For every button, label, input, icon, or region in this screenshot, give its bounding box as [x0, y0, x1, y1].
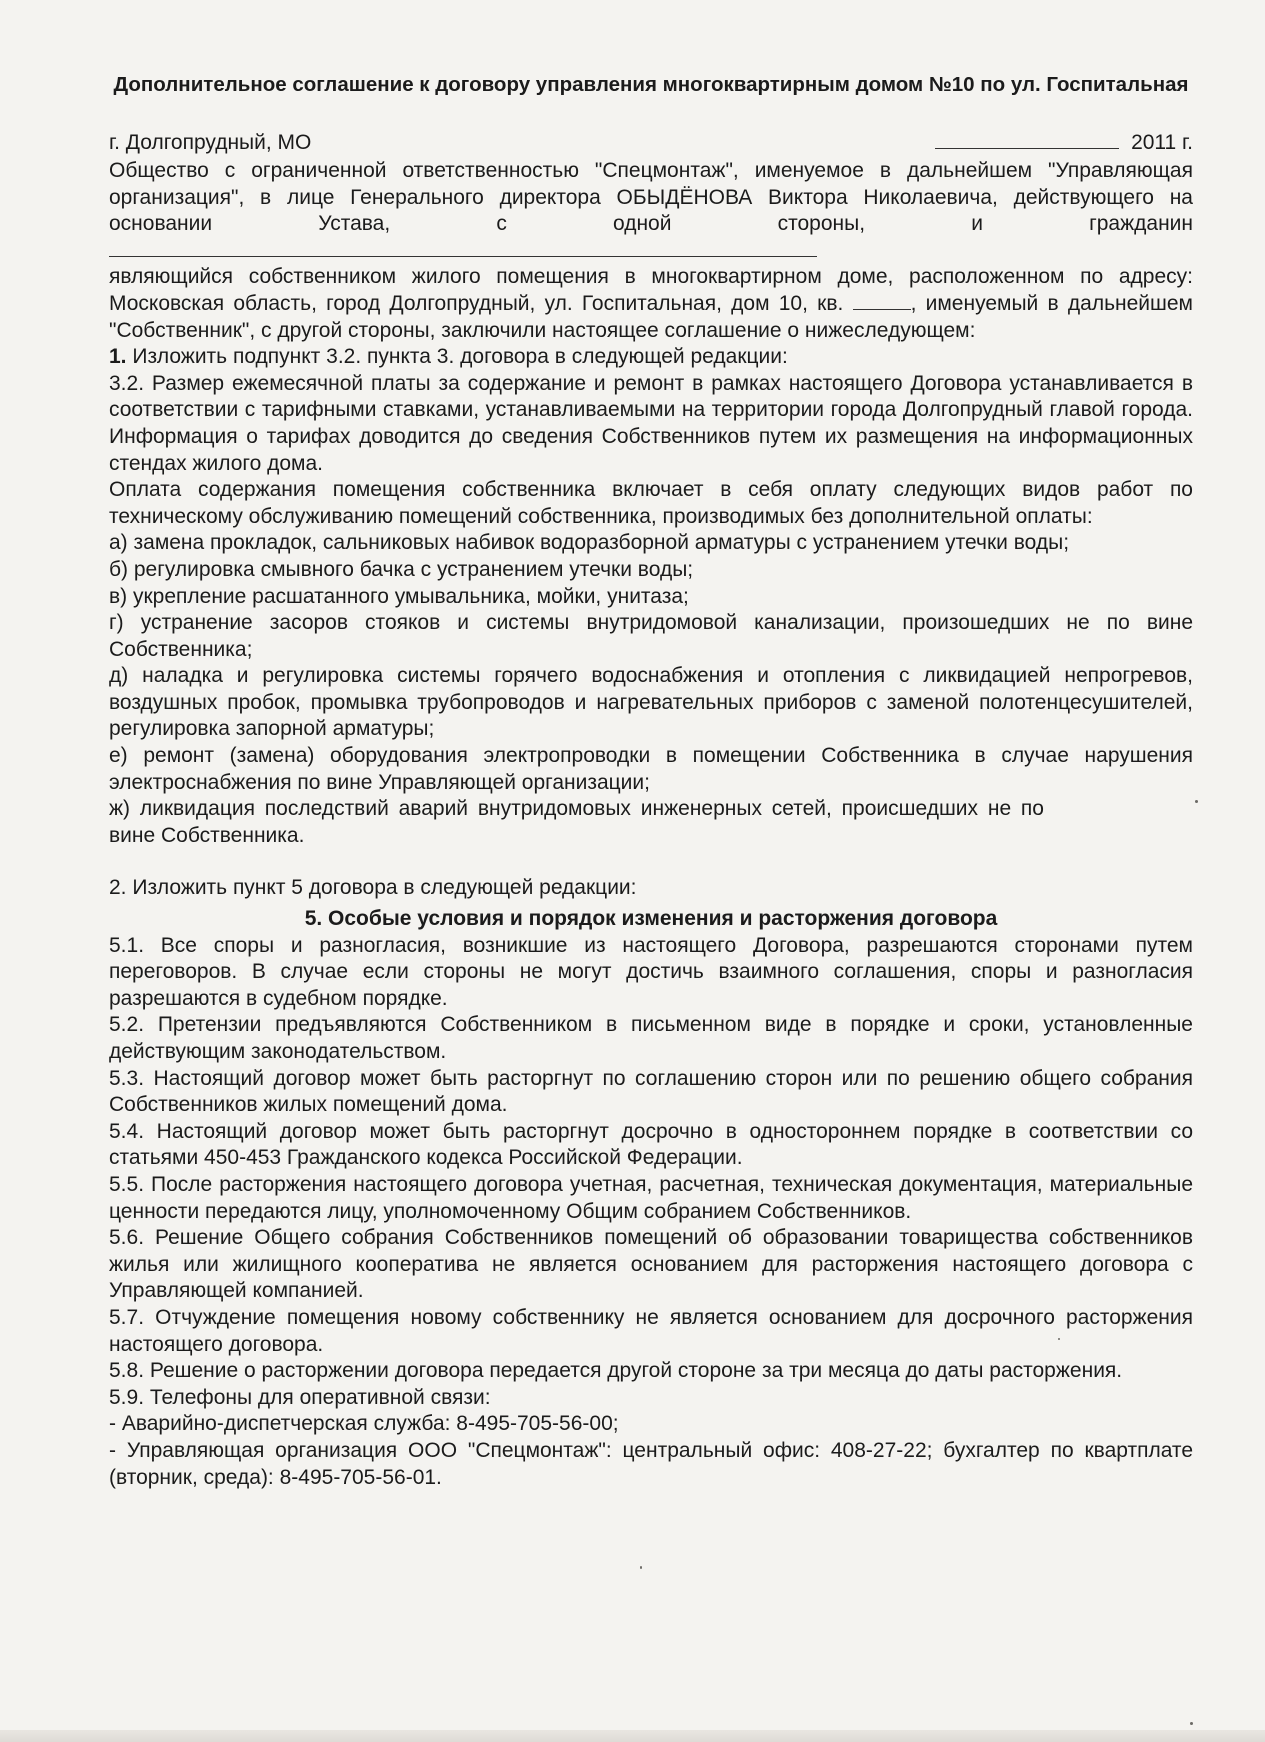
date: [935, 130, 1193, 157]
clause-3-2: 3.2. Размер ежемесячной платы за содержание и ремонт в рамках настоящего Договора устанавливается в соответствии с тарифными ставками, устанавливаемыми на территории города Долгопрудный главой города. Информация о тарифах доводится до сведения Собственников путем их размещения на информационных стендах жилого дома.: [109, 371, 1193, 475]
work-item: г) устранение засоров стояков и системы внутридомовой канализации, произошедших не по вине Собственника;: [109, 611, 1193, 661]
work-item: ж) ликвидация последствий аварий внутридомовых инженерных сетей, происшедших не по вине Собственника.: [109, 797, 1044, 847]
work-item: б) регулировка смывного бачка с устранением утечки воды;: [109, 557, 694, 581]
date-blank: [935, 130, 1119, 149]
section-5-title: 5. Особые условия и порядок изменения и расторжения договора: [304, 907, 998, 931]
clause-5-7: 5.7. Отчуждение помещения новому собственнику не является основанием для досрочного расторжения настоящего договора.: [109, 1305, 1193, 1356]
clause-5-2: 5.2. Претензии предъявляются Собственником в письменном виде в порядке и сроки, установленные действующим законодательством.: [109, 1013, 1193, 1063]
phone-management: - Управляющая организация ООО "Спецмонтаж": центральный офис: 408-27-22; бухгалтер по квартплате (вторник, среда): 8-495-705-56-01.: [109, 1438, 1193, 1489]
work-item: д) наладка и регулировка системы горячего водоснабжения и отопления с ликвидацией непрогревов, воздушных пробок, промывка трубопроводов и нагревательных приборов с заменой полотенцесушителей, регулировка запорной арматуры;: [109, 664, 1193, 741]
spacer: [109, 849, 1193, 875]
phone-emergency: - Аварийно-диспетчерская служба: 8-495-705-56-00;: [109, 1412, 619, 1436]
scan-speck: [1190, 1722, 1193, 1725]
citizen-name-blank: [109, 238, 817, 257]
item-1: [109, 344, 1193, 371]
parties-paragraph: [109, 158, 1193, 344]
document-body: [109, 158, 1193, 1491]
payment-paragraph: Оплата содержания помещения собственника включает в себя оплату следующих видов работ по техническому обслуживанию помещений собственника, производимых без дополнительной оплаты:: [109, 478, 1193, 528]
clause-5-1: 5.1. Все споры и разногласия, возникшие из настоящего Договора, разрешаются сторонами путем переговоров. В случае если стороны не могут достичь взаимного соглашения, споры и разногласия разрешаются в судебном порядке.: [109, 933, 1193, 1010]
clause-5-8: 5.8. Решение о расторжении договора передается другой стороне за три месяца до даты расторжения.: [109, 1359, 1123, 1383]
clause-5-4: 5.4. Настоящий договор может быть расторгнут досрочно в одностороннем порядке в соответствии со статьями 450-453 Гражданского кодекса Российской Федерации.: [109, 1119, 1193, 1170]
parties-part3: , именуемый в дальнейшем "Собственник", с другой стороны, заключили настоящее соглашение о нижеследующем:: [109, 291, 1193, 342]
work-item: в) укрепление расшатанного умывальника, мойки, унитаза;: [109, 584, 689, 608]
date-year: 2011 г.: [1131, 131, 1193, 154]
city: г. Долгопрудный, МО: [109, 131, 312, 154]
page-bottom-edge: [0, 1730, 1265, 1742]
clause-5-6: 5.6. Решение Общего собрания Собственников помещений об образовании товарищества собственников жилья или жилищного кооператива не является основанием для расторжения настоящего договора с Управляющей компанией.: [109, 1226, 1193, 1303]
parties-part1: Общество с ограниченной ответственностью "Спецмонтаж", именуемое в дальнейшем "Управляющая организация", в лице Генерального директора ОБЫДЁНОВА Виктора Николаевича, действующего на основании Устава, с одной стороны, и гражданин: [109, 159, 1193, 236]
work-item: а) замена прокладок, сальниковых набивок водоразборной арматуры с устранением утечки воды;: [109, 531, 1070, 555]
clause-5-9: 5.9. Телефоны для оперативной связи:: [109, 1385, 491, 1409]
clause-5-3: 5.3. Настоящий договор может быть расторгнут по соглашению сторон или по решению общего собрания Собственников жилых помещений дома.: [109, 1066, 1193, 1117]
apartment-number-blank: [853, 291, 911, 310]
work-item: е) ремонт (замена) оборудования электропроводки в помещении Собственника в случае нарушения электроснабжения по вине Управляющей организации;: [109, 744, 1193, 794]
item-1-number: 1.: [109, 345, 127, 369]
clause-5-5: 5.5. После расторжения настоящего договора учетная, расчетная, техническая документация, материальные ценности передаются лицу, уполномоченному Общим собранием Собственников.: [109, 1172, 1193, 1223]
item-1-text: Изложить подпункт 3.2. пункта 3. договора в следующей редакции:: [132, 345, 788, 369]
item-2: 2. Изложить пункт 5 договора в следующей редакции:: [109, 876, 637, 900]
scan-speck: [1195, 800, 1198, 803]
document-title: Дополнительное соглашение к договору управления многоквартирным домом №10 по ул. Госпитальная: [113, 73, 1189, 96]
parties-part2: являющийся собственником жилого помещения в многоквартирном доме, расположенном по адресу: Московская область, город Долгопрудный, ул. Госпитальная, дом 10, кв.: [109, 265, 1193, 315]
scan-speck: [640, 1566, 642, 1569]
